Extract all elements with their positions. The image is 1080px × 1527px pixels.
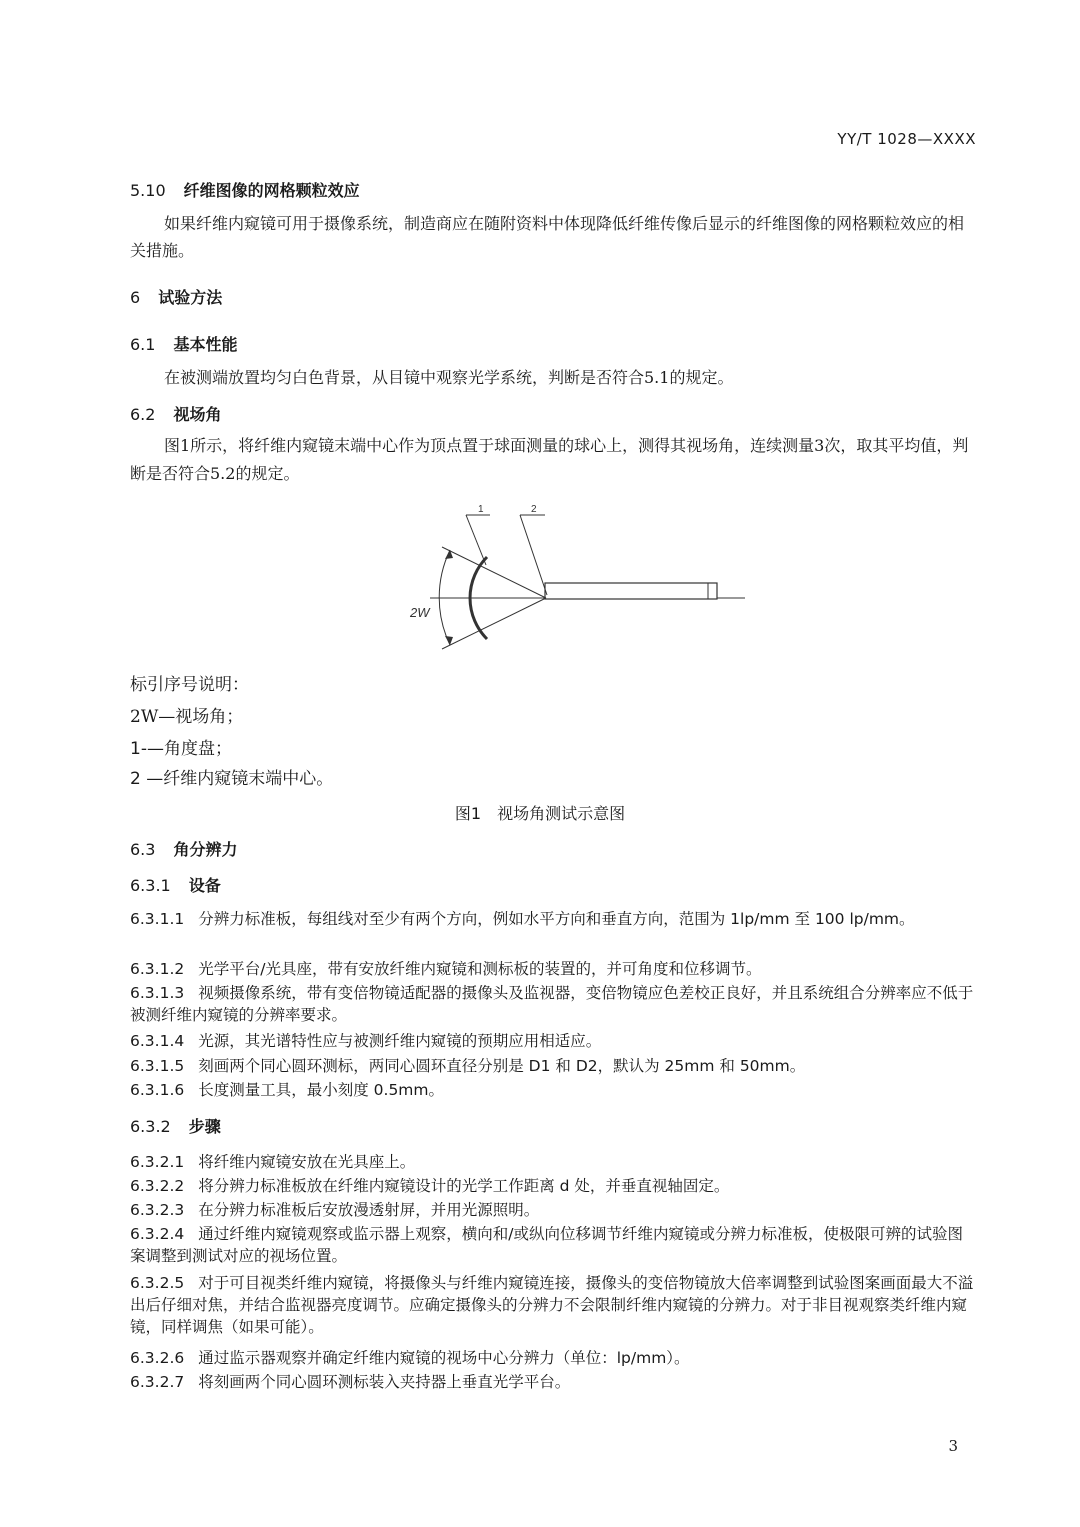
document-code: YY/T 1028—XXXX — [837, 130, 976, 148]
page-number: 3 — [948, 1437, 958, 1455]
figure-caption: 图1 视场角测试示意图 — [454, 804, 626, 823]
section-number: 6.3.2 — [130, 1117, 171, 1136]
leader-line-1 — [466, 515, 486, 565]
list-item: 6.3.2.4 通过纤维内窥镜观察或监示器上观察，横向和/或纵向位移调节纤维内窥镜或分辨力标准板，使极限可辨的试验图案调整到测试对应的视场位置。 — [130, 1225, 963, 1265]
list-item: 6.3.2.7 将刻画两个同心圆环测标装入夹持器上垂直光学平台。 — [130, 1373, 571, 1391]
section-number: 6.1 — [130, 335, 156, 354]
section-6-2-heading — [130, 402, 221, 425]
angle-label-2w: 2W — [410, 605, 430, 620]
section-number: 6.3.1 — [130, 876, 171, 895]
section-6-3-2-heading — [130, 1114, 221, 1137]
section-title: 设备 — [188, 876, 221, 895]
section-6-3-1-heading — [130, 873, 221, 896]
list-item: 6.3.2.3 在分辨力标准板后安放漫透射屏，并用光源照明。 — [130, 1201, 540, 1219]
list-item: 6.3.1.1 分辨力标准板，每组线对至少有两个方向，例如水平方向和垂直方向，范围为 1lp/mm 至 100 lp/mm。 — [130, 910, 915, 928]
leader-line-2 — [520, 515, 547, 595]
section-6-2-text: 图1所示，将纤维内窥镜末端中心作为顶点置于球面测量的球心上，测得其视场角，连续测量3次，取其平均值，判断是否符合5.2的规定。 — [130, 436, 969, 483]
section-6-heading — [130, 285, 222, 308]
fov-ray-upper — [442, 547, 546, 598]
section-6-3-heading — [130, 837, 237, 860]
section-title: 基本性能 — [173, 335, 238, 354]
list-item: 6.3.1.2 光学平台/光具座，带有安放纤维内窥镜和测标板的装置的，并可角度和位移调节。 — [130, 960, 762, 978]
list-item: 6.3.1.4 光源，其光谱特性应与被测纤维内窥镜的预期应用相适应。 — [130, 1032, 602, 1050]
section-title: 纤维图像的网格颗粒效应 — [183, 181, 360, 200]
section-title: 试验方法 — [158, 288, 223, 307]
list-item: 6.3.1.6 长度测量工具，最小刻度 0.5mm。 — [130, 1081, 445, 1099]
fov-ray-lower — [442, 598, 546, 649]
legend-item-1: 1-—角度盘； — [130, 739, 232, 759]
section-5-10-text: 如果纤维内窥镜可用于摄像系统，制造商应在随附资料中体现降低纤维传像后显示的纤维图像的网格颗粒效应的相关措施。 — [130, 214, 965, 260]
label-1: 1 — [478, 504, 484, 515]
section-title: 角分辨力 — [173, 840, 238, 859]
list-item: 6.3.2.5 对于可目视类纤维内窥镜，将摄像头与纤维内窥镜连接，摄像头的变倍物镜放大倍率调整到试验图案画面最大不溢出后仔细对焦，并结合监视器亮度调节。应确定摄像头的分辨力不会限制纤维内窥镜的分辨力。对于非目视观察类纤维内窥镜，同样调焦（如果可能）。 — [130, 1274, 974, 1336]
section-number: 5.10 — [130, 181, 166, 200]
section-number: 6 — [130, 288, 141, 307]
legend-item-2: 2 —纤维内窥镜末端中心。 — [130, 769, 334, 789]
endoscope-tip — [545, 583, 717, 599]
field-of-view-diagram — [390, 495, 770, 660]
section-title: 步骤 — [188, 1117, 221, 1136]
legend-title: 标引序号说明： — [130, 675, 249, 695]
legend-item-2w: 2W—视场角； — [130, 707, 244, 727]
section-6-1-heading — [130, 332, 237, 355]
section-number: 6.2 — [130, 405, 156, 424]
list-item: 6.3.1.3 视频摄像系统，带有变倍物镜适配器的摄像头及监视器，变倍物镜应色差校正良好，并且系统组合分辨率应不低于被测纤维内窥镜的分辨率要求。 — [130, 984, 974, 1024]
list-item: 6.3.2.1 将纤维内窥镜安放在光具座上。 — [130, 1153, 416, 1171]
list-item: 6.3.2.6 通过监示器观察并确定纤维内窥镜的视场中心分辨力（单位：lp/mm）。 — [130, 1349, 690, 1367]
section-6-1-text: 在被测端放置均匀白色背景，从目镜中观察光学系统，判断是否符合5.1的规定。 — [164, 368, 734, 387]
section-5-10-heading — [130, 178, 360, 201]
list-item: 6.3.1.5 刻画两个同心圆环测标，两同心圆环直径分别是 D1 和 D2，默认为 25mm 和 50mm。 — [130, 1057, 806, 1075]
section-title: 视场角 — [173, 405, 222, 424]
label-2: 2 — [531, 504, 537, 515]
list-item: 6.3.2.2 将分辨力标准板放在纤维内窥镜设计的光学工作距离 d 处，并垂直视轴固定。 — [130, 1177, 730, 1195]
section-number: 6.3 — [130, 840, 156, 859]
